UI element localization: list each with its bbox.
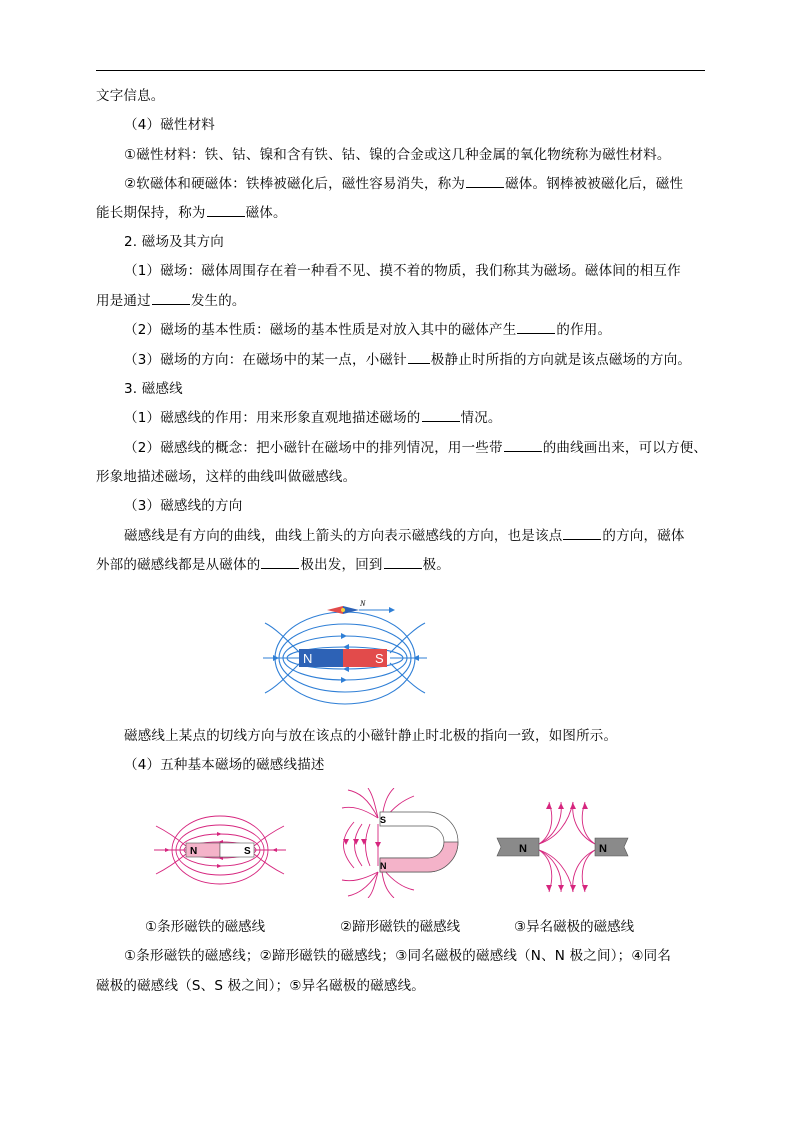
left-pole-label: N xyxy=(519,843,527,855)
magnet-s-label: S xyxy=(244,846,251,857)
text-line xyxy=(96,87,165,105)
horseshoe-north-arm xyxy=(380,842,458,872)
horseshoe-magnet-figure xyxy=(338,788,468,898)
text-span: 极静止时所指的方向就是该点磁场的方向。 xyxy=(430,352,692,368)
text-line xyxy=(124,409,502,427)
needle-n-label: N xyxy=(360,599,366,608)
text-line xyxy=(124,351,691,369)
text-span: （3）磁感线的方向 xyxy=(124,498,243,514)
text-line xyxy=(96,556,450,574)
text-span: 能长期保持，称为 xyxy=(96,205,206,221)
text-span: （1）磁感线的作用：用来形象直观地描述磁场的 xyxy=(124,410,421,426)
text-line xyxy=(124,321,611,339)
text-span: 用是通过 xyxy=(96,293,151,309)
figure-caption-horseshoe: ②蹄形磁铁的磁感线 xyxy=(340,919,461,935)
text-span: （1）磁场：磁体周围存在着一种看不见、摸不着的物质，我们称其为磁场。磁体间的相互作 xyxy=(124,263,681,279)
text-span: 外部的磁感线都是从磁体的 xyxy=(96,557,261,573)
section-heading xyxy=(124,756,325,774)
fill-blank[interactable] xyxy=(466,175,504,188)
bar-magnet-field-figure xyxy=(255,598,435,708)
text-line xyxy=(124,175,683,193)
text-span: 3. 磁感线 xyxy=(124,381,183,397)
section-heading xyxy=(124,233,224,251)
text-span: 的曲线画出来，可以方便、 xyxy=(542,440,708,456)
fill-blank[interactable] xyxy=(504,439,542,452)
magnet-n-label: N xyxy=(190,846,198,857)
text-span: （4）五种基本磁场的磁感线描述 xyxy=(124,757,325,773)
fill-blank[interactable] xyxy=(408,351,430,364)
figure-caption-poles: ③异名磁极的磁感线 xyxy=(514,919,635,935)
magnet-s-label: S xyxy=(375,651,384,666)
text-line xyxy=(124,947,671,965)
fill-blank[interactable] xyxy=(422,409,460,422)
left-magnet xyxy=(497,838,539,856)
figure-caption-bar: ①条形磁铁的磁感线 xyxy=(145,919,266,935)
text-span: （4）磁性材料 xyxy=(124,117,215,133)
text-line xyxy=(124,527,685,545)
horseshoe-s-label: S xyxy=(380,815,387,825)
text-span: 文字信息。 xyxy=(96,88,165,104)
right-pole-label: N xyxy=(599,843,607,855)
text-span: ②软磁体和硬磁体：铁棒被磁化后，磁性容易消失，称为 xyxy=(124,176,466,192)
text-line xyxy=(124,727,617,745)
bar-magnet-small-figure xyxy=(150,808,290,896)
horseshoe-n-label: N xyxy=(380,861,387,871)
text-span: （2）磁场的基本性质：磁场的基本性质是对放入其中的磁体产生 xyxy=(124,322,517,338)
text-span: 极出发，回到 xyxy=(300,557,383,573)
text-span: 磁感线是有方向的曲线，曲线上箭头的方向表示磁感线的方向，也是该点 xyxy=(124,528,563,544)
magnet-n-label: N xyxy=(303,651,313,666)
header-rule xyxy=(96,70,705,71)
text-span: （2）磁感线的概念：把小磁针在磁场中的排列情况，用一些带 xyxy=(124,440,503,456)
fill-blank[interactable] xyxy=(517,321,555,334)
text-span: 磁体。 xyxy=(245,205,287,221)
text-span: （3）磁场的方向：在磁场中的某一点，小磁针 xyxy=(124,352,407,368)
text-span: 的方向，磁体 xyxy=(602,528,685,544)
section-heading xyxy=(124,116,215,134)
text-span: 形象地描述磁场，这样的曲线叫做磁感线。 xyxy=(96,469,357,485)
text-span: 情况。 xyxy=(460,410,502,426)
fill-blank[interactable] xyxy=(207,204,245,217)
section-heading xyxy=(124,380,183,398)
text-span: 的作用。 xyxy=(556,322,612,338)
like-poles-figure xyxy=(495,800,630,895)
fill-blank[interactable] xyxy=(152,292,190,305)
fill-blank[interactable] xyxy=(384,556,422,569)
text-span: ①条形磁铁的磁感线；②蹄形磁铁的磁感线；③同名磁极的磁感线（N、N 极之间）；④同名 xyxy=(124,948,672,964)
text-span: ①磁性材料：铁、钴、镍和含有铁、钴、镍的合金或这几种金属的氧化物统称为磁性材料。 xyxy=(124,147,671,163)
text-span: 发生的。 xyxy=(190,293,246,309)
text-span: 极。 xyxy=(422,557,451,573)
text-span: 磁体。钢棒被被磁化后，磁性 xyxy=(505,176,684,192)
fill-blank[interactable] xyxy=(563,527,601,540)
text-line xyxy=(96,468,356,486)
fill-blank[interactable] xyxy=(261,556,299,569)
text-line xyxy=(124,146,671,164)
text-line xyxy=(124,439,707,457)
text-span: 磁极的磁感线（S、S 极之间）；⑤异名磁极的磁感线。 xyxy=(96,978,425,994)
text-line xyxy=(96,292,246,310)
text-span: 磁感线上某点的切线方向与放在该点的小磁针静止时北极的指向一致，如图所示。 xyxy=(124,728,618,744)
section-heading xyxy=(124,497,242,515)
text-line xyxy=(96,204,287,222)
text-span: 2. 磁场及其方向 xyxy=(124,234,224,250)
text-line xyxy=(96,977,425,995)
text-line xyxy=(124,262,681,280)
